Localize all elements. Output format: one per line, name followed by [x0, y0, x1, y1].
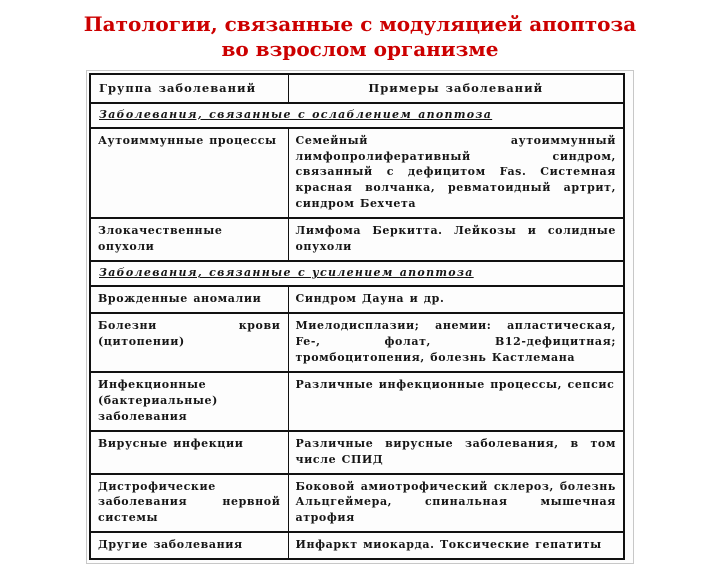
group-cell: Дистрофические заболевания нервной системы [90, 474, 288, 533]
examples-cell: Миелодисплазии; анемии: апластическая, Fe-, фолат, B12-дефицитная; тромбоцитопения, болезнь Кастлемана [288, 313, 624, 372]
table-row [90, 474, 624, 533]
table-header-row [90, 74, 624, 103]
header-disease-group: Группа заболеваний [90, 74, 288, 103]
group-cell: Аутоиммунные процессы [90, 128, 288, 219]
table-row [90, 532, 624, 559]
table-row [90, 431, 624, 474]
table-row [90, 372, 624, 431]
section-heading: Заболевания, связанные с усилением апоптоза [90, 261, 624, 286]
group-cell: Вирусные инфекции [90, 431, 288, 474]
table-body [90, 103, 624, 560]
group-cell: Инфекционные (бактериальные) заболевания [90, 372, 288, 431]
header-disease-examples: Примеры заболеваний [288, 74, 624, 103]
examples-cell: Инфаркт миокарда. Токсические гепатиты [288, 532, 624, 559]
group-cell: Болезни крови (цитопении) [90, 313, 288, 372]
examples-cell: Боковой амиотрофический склероз, болезнь Альцгеймера, спинальная мышечная атрофия [288, 474, 624, 533]
group-cell: Врожденные аномалии [90, 286, 288, 313]
table-row [90, 218, 624, 261]
table-row [90, 128, 624, 219]
examples-cell: Синдром Дауна и др. [288, 286, 624, 313]
group-cell: Другие заболевания [90, 532, 288, 559]
group-cell: Злокачественные опухоли [90, 218, 288, 261]
table-container [86, 70, 634, 564]
slide-title-line2: во взрослом организме [221, 37, 499, 61]
section-heading: Заболевания, связанные с ослаблением апоптоза [90, 103, 624, 128]
apoptosis-pathologies-table [89, 73, 625, 560]
section-heading-row [90, 261, 624, 286]
slide-title [0, 0, 720, 68]
examples-cell: Различные инфекционные процессы, сепсис [288, 372, 624, 431]
slide-title-line1: Патологии, связанные с модуляцией апоптоза [83, 12, 637, 36]
table-row [90, 313, 624, 372]
table-row [90, 286, 624, 313]
section-heading-row [90, 103, 624, 128]
examples-cell: Различные вирусные заболевания, в том числе СПИД [288, 431, 624, 474]
examples-cell: Лимфома Беркитта. Лейкозы и солидные опухоли [288, 218, 624, 261]
examples-cell: Семейный аутоиммунный лимфопролиферативный синдром, связанный с дефицитом Fas. Системная красная волчанка, ревматоидный артрит, синдром Бехчета [288, 128, 624, 219]
